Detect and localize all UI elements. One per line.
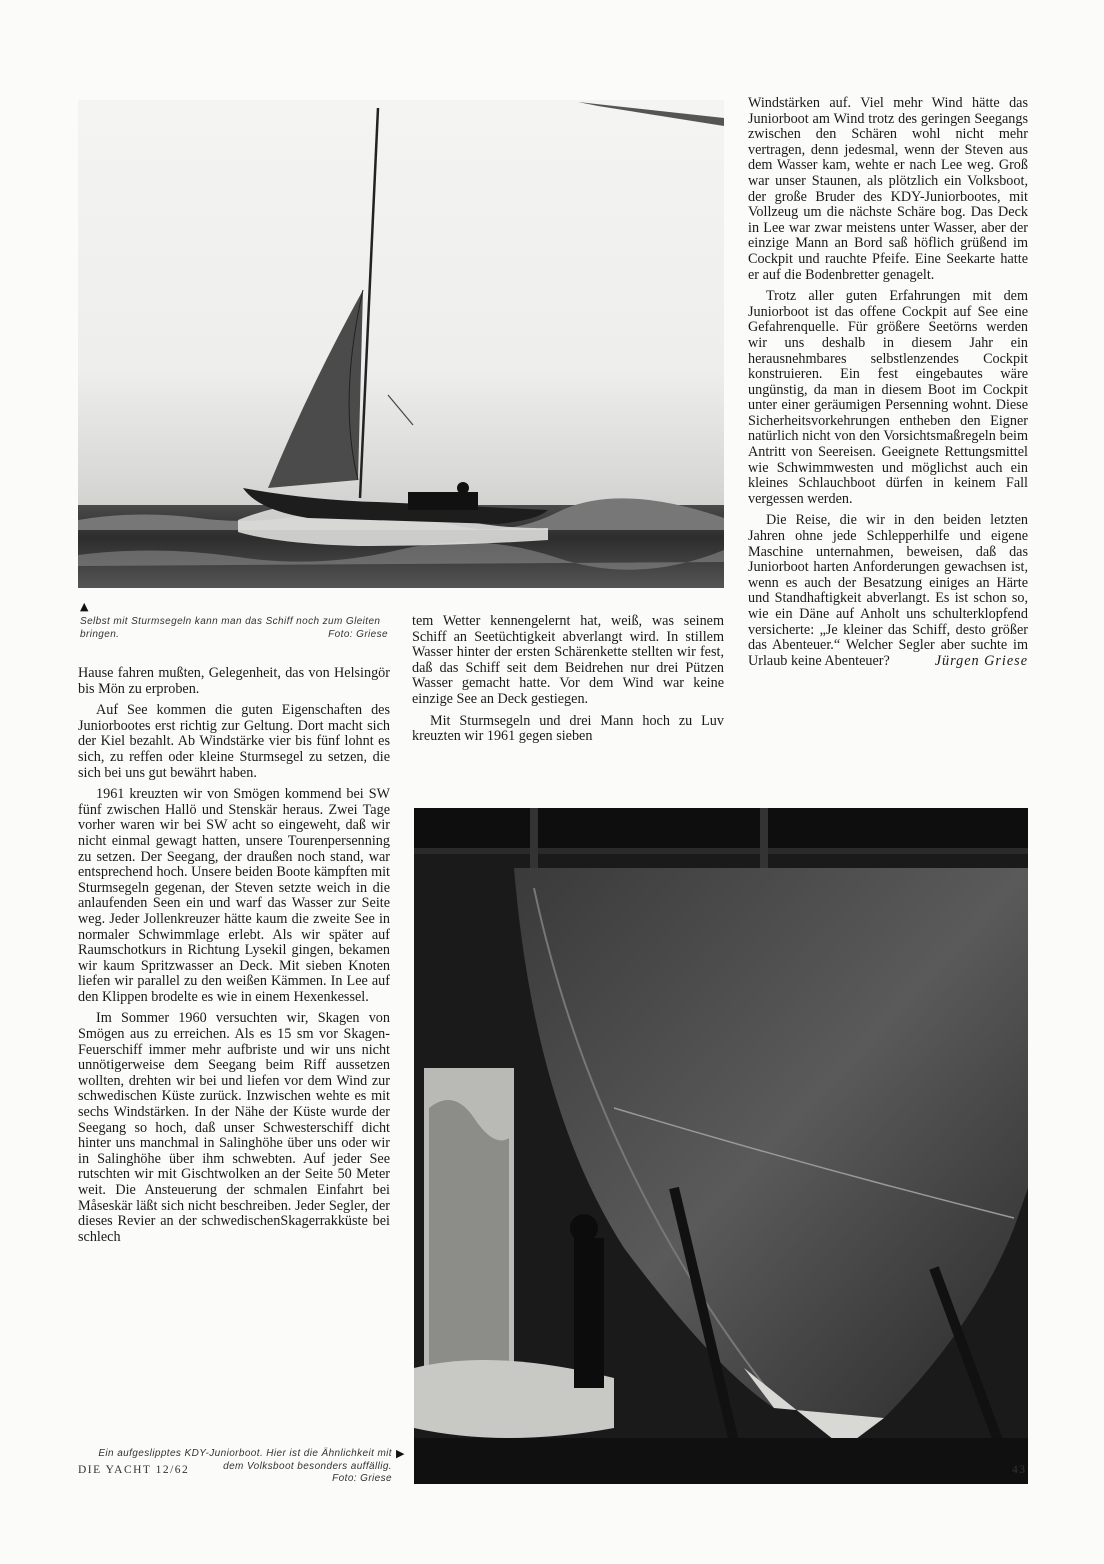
col3-paragraph-3-text: Die Reise, die wir in den beiden letzten Jahren ohne jede Schlepperhilfe und eigene Maschine unternahmen, beweisen, daß das Juniorboot harten Anforderungen gewachsen ist, wenn es auch der Besatzung einiges an Härte und Standhaftigkeit abverlangt. Es ist schon so, wie ein Däne auf Anholt uns schulterklopfend versicherte: „Je kleiner das Schiff, desto größer das Abenteuer.“ Welcher Segler aber suchte im Urlaub keine Abenteuer? bbox=[748, 512, 1028, 669]
col2-paragraph-2: Mit Sturmsegeln und drei Mann hoch zu Luv kreuzten wir 1961 gegen sieben bbox=[412, 712, 724, 745]
caption-arrow-up: ▲ bbox=[80, 600, 89, 613]
photo-sailboat-in-sea bbox=[78, 100, 724, 588]
hull-photo-illustration bbox=[414, 808, 1028, 1484]
text-column-3 bbox=[748, 96, 1028, 675]
col3-paragraph-1: Windstärken auf. Viel mehr Wind hätte das Juniorboot am Wind trotz des geringen Seegangs zwischen den Schären wohl nicht mehr vertragen, denn jedesmal, wenn der Steven aus dem Wasser kam, wehte er nach Lee weg. Groß war unser Staunen, als plötzlich ein Volksboot, der große Bruder des KDY-Juniorbootes, mit Vollzeug um die nächste Schäre bog. Das Deck in Lee war zwar meistens unter Wasser, aber der einzige Mann an Bord saß höflich grüßend im Cockpit und rauchte Pfeife. Eine Seekarte hatte er auf die Bodenbretter genagelt. bbox=[748, 95, 1028, 283]
col1-paragraph-3: 1961 kreuzten wir von Smögen kommend bei SW fünf zwischen Hallö und Stenskär heraus. Zwei Tage vorher waren wir bei SW acht so eingeweht, daß wir nicht einmal gewagt hatten, unsere Tourenpersenning zu setzen. Der Seegang, der draußen noch stand, war entsprechend hoch. Unsere beiden Boote kämpften mit Sturmsegeln gegenan, der Steven setzte weich in die anlaufenden Seen ein und warf das Wasser zur Seite weg. Jeder Jollenkreuzer hätte kaum die zweite See in normaler Schwimmlage erlebt. Als wir später auf Raumschotkurs in Richtung Lysekil gingen, bekamen wir kaum Spritzwasser an Deck. Mit sieben Knoten liefen wir parallel zu den weißen Kämmen. In Lee auf den Klippen brodelte es wie in einem Hexenkessel. bbox=[78, 786, 390, 1005]
author-signature: Jürgen Griese bbox=[934, 652, 1028, 669]
sailboat-photo-illustration bbox=[78, 100, 724, 588]
photo1-caption bbox=[80, 616, 388, 641]
photo-boat-hull-in-shed bbox=[414, 808, 1028, 1484]
col3-paragraph-2: Trotz aller guten Erfahrungen mit dem Juniorboot ist das offene Cockpit auf See eine Gefahrenquelle. Für größere Seetörns werden wir uns deshalb in diesem Jahr ein herausnehmbares selbstlenzendes Cockpit konstruieren. Ein fest eingebautes wäre ungünstig, da man in diesem Boot im Cockpit unter einer geräumigen Persenning wohnt. Diese Sicherheitsvorkehrungen entheben den Eigner natürlich nicht von den Vorsichtsmaßregeln beim Antritt von Seereisen. Geeignete Rettungsmittel wie Schwimmwesten und möglichst auch ein kleines Schlauchboot dürfen in keinem Fall vergessen werden. bbox=[748, 288, 1028, 507]
col2-paragraph-1: tem Wetter kennengelernt hat, weiß, was seinem Schiff an Seetüchtigkeit abverlangt wird. In stillem Wasser hinter der ersten Schärenkette stellten wir fest, daß das Schiff seit dem Beidrehen nur drei Pützen Wasser gemacht hatte. Vor dem Wind war keine einzige See an Deck gestiegen. bbox=[412, 613, 724, 707]
col1-paragraph-1: Hause fahren mußten, Gelegenheit, das von Helsingör bis Mön zu erproben. bbox=[78, 665, 390, 697]
footer-page-number: 43 bbox=[1012, 1464, 1027, 1476]
col3-paragraph-3 bbox=[748, 513, 1028, 669]
caption-arrow-right: ▶ bbox=[396, 1447, 405, 1460]
photo1-credit: Foto: Griese bbox=[328, 628, 388, 640]
photo2-credit: Foto: Griese bbox=[332, 1473, 392, 1484]
text-column-1 bbox=[78, 666, 390, 1251]
col1-paragraph-4: Im Sommer 1960 versuchten wir, Skagen von Smögen aus zu erreichen. Als es 15 sm vor Skagen-Feuerschiff immer mehr aufbriste und wir uns nicht unnötigerweise dem Seegang beim Riff aussetzen wollten, drehten wir bei und liefen vor dem Wind zur schwedischen Küste zurück. Inzwischen wehte es mit sechs Windstärken. In der Nähe der Küste wurde der Seegang so hoch, daß unser Schwesterschiff dicht hinter uns manchmal in Salinghöhe über uns oder wir in Salinghöhe über ihm schwebten. Auf jeder See rutschten wir mit Gischtwolken an der Seite 50 Meter weit. Die Ansteuerung der schmalen Einfahrt bei Måseskär läßt sich nicht beschreiben. Jeder Segler, der dieses Revier an der schwedischenSkagerrakküste bei schlech bbox=[78, 1010, 390, 1245]
footer-magazine-issue: DIE YACHT 12/62 bbox=[78, 1464, 190, 1476]
photo1-caption-text: Selbst mit Sturmsegeln kann man das Schiff noch zum Gleiten bringen. bbox=[80, 616, 381, 640]
photo2-caption-text: Ein aufgeslipptes KDY-Juniorboot. Hier ist die Ähnlichkeit mit dem Volksboot besonders auffällig. bbox=[98, 1448, 392, 1472]
col1-paragraph-2: Auf See kommen die guten Eigenschaften des Juniorbootes erst richtig zur Geltung. Dort macht sich der Kiel bezahlt. Ab Windstärke vier bis fünf lohnt es sich, zu reffen oder kleine Sturmsegel zu setzen, die sich bei uns gut bewährt haben. bbox=[78, 702, 390, 781]
text-column-2 bbox=[412, 614, 724, 751]
